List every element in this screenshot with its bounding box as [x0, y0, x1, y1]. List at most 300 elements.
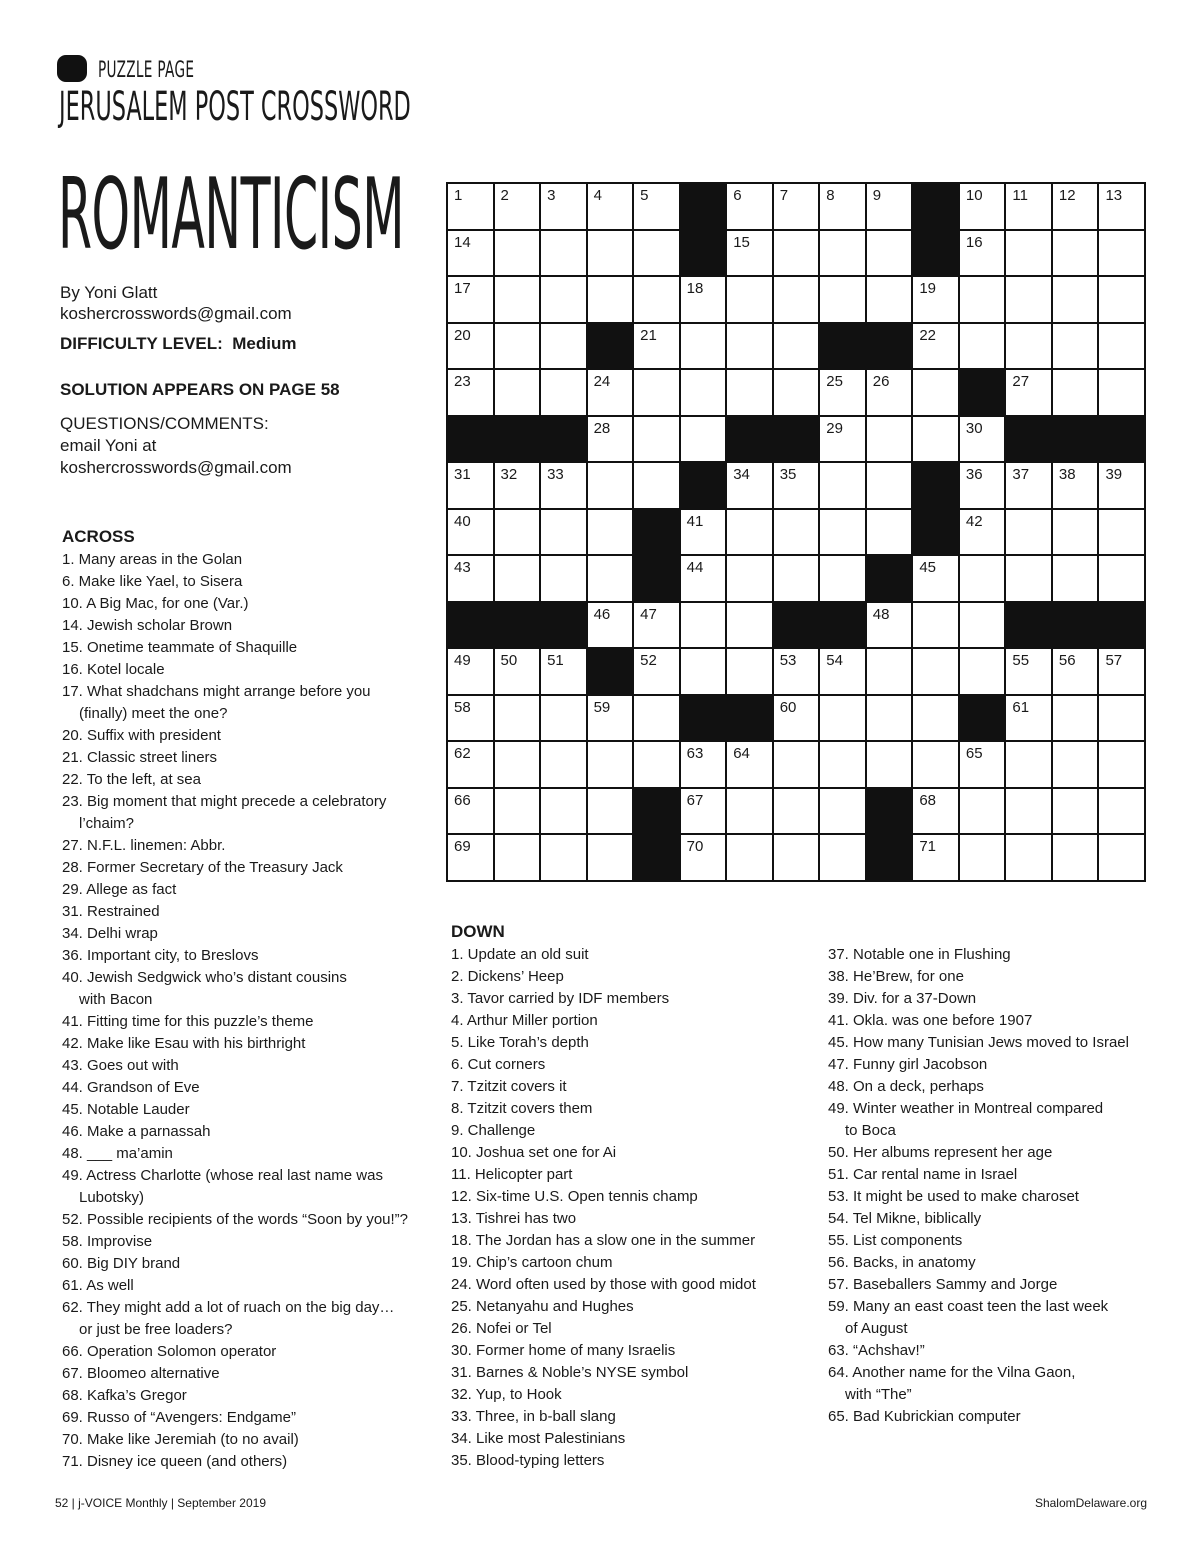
clue-text: 51. Car rental name in Israel [828, 1166, 1018, 1183]
cell-number: 26 [872, 373, 890, 391]
grid-cell[interactable] [495, 649, 540, 694]
grid-cell[interactable] [774, 370, 819, 415]
clue-item [451, 1340, 756, 1362]
grid-cell[interactable] [820, 417, 865, 462]
cell-number: 24 [593, 373, 611, 391]
grid-cell[interactable] [1099, 742, 1144, 787]
grid-cell[interactable] [960, 277, 1005, 322]
grid-cell[interactable] [634, 603, 679, 648]
grid-cell[interactable] [495, 835, 540, 880]
grid-cell[interactable] [1006, 324, 1051, 369]
cell-number: 12 [1058, 187, 1076, 204]
grid-cell[interactable] [727, 742, 772, 787]
grid-cell[interactable] [681, 649, 726, 694]
cell-number: 4 [593, 187, 602, 204]
grid-cell[interactable] [448, 696, 493, 741]
grid-cell[interactable] [1099, 649, 1144, 694]
grid-cell[interactable] [1053, 184, 1098, 229]
grid-cell[interactable] [634, 370, 679, 415]
grid-cell[interactable] [913, 789, 958, 834]
clue-text: 48. On a deck, perhaps [828, 1078, 984, 1095]
grid-cell[interactable] [774, 510, 819, 555]
cell-number: 65 [965, 745, 983, 763]
cell-number: 28 [593, 419, 611, 437]
grid-block [820, 324, 865, 369]
grid-cell[interactable] [960, 742, 1005, 787]
clue-text: 63. “Achshav!” [828, 1342, 925, 1359]
grid-block [1099, 603, 1144, 648]
clue-text: 10. A Big Mac, for one (Var.) [62, 595, 249, 612]
grid-cell[interactable] [774, 556, 819, 601]
cell-number: 40 [454, 512, 471, 530]
grid-cell[interactable] [960, 789, 1005, 834]
grid-cell[interactable] [960, 603, 1005, 648]
grid-block [1006, 603, 1051, 648]
solution-note: SOLUTION APPEARS ON PAGE 58 [60, 380, 340, 399]
grid-block [913, 510, 958, 555]
clue-item [62, 1209, 408, 1231]
grid-cell[interactable] [960, 184, 1005, 229]
grid-cell[interactable] [541, 556, 586, 601]
grid-cell[interactable] [867, 696, 912, 741]
cell-number: 51 [547, 652, 564, 670]
grid-cell[interactable] [1053, 370, 1098, 415]
grid-cell[interactable] [541, 789, 586, 834]
clue-text: 42. Make like Esau with his birthright [62, 1035, 306, 1052]
grid-cell[interactable] [774, 184, 819, 229]
grid-cell[interactable] [588, 696, 633, 741]
grid-cell[interactable] [960, 649, 1005, 694]
cell-number: 45 [919, 559, 937, 577]
grid-cell[interactable] [727, 789, 772, 834]
grid-cell[interactable] [541, 835, 586, 880]
cell-number: 64 [733, 745, 750, 763]
grid-cell[interactable] [867, 603, 912, 648]
grid-cell[interactable] [820, 742, 865, 787]
cell-number: 54 [826, 652, 843, 670]
clue-text-continued: Lubotsky) [79, 1189, 145, 1206]
grid-cell[interactable] [1099, 370, 1144, 415]
clue-text: 4. Arthur Miller portion [451, 1012, 598, 1029]
grid-cell[interactable] [495, 696, 540, 741]
grid-cell[interactable] [448, 556, 493, 601]
grid-cell[interactable] [681, 277, 726, 322]
cell-number: 43 [454, 559, 471, 577]
grid-cell[interactable] [960, 324, 1005, 369]
grid-cell[interactable] [960, 835, 1005, 880]
grid-cell[interactable] [634, 463, 679, 508]
grid-block [913, 184, 958, 229]
grid-cell[interactable] [960, 417, 1005, 462]
grid-cell[interactable] [820, 835, 865, 880]
grid-cell[interactable] [1053, 649, 1098, 694]
clue-item [451, 1098, 756, 1120]
clue-item [62, 615, 408, 637]
clue-item [828, 1164, 1129, 1186]
grid-cell[interactable] [774, 835, 819, 880]
grid-cell[interactable] [867, 463, 912, 508]
grid-cell[interactable] [1006, 742, 1051, 787]
grid-block [867, 556, 912, 601]
grid-cell[interactable] [588, 417, 633, 462]
grid-cell[interactable] [495, 556, 540, 601]
grid-cell[interactable] [1099, 463, 1144, 508]
grid-cell[interactable] [727, 231, 772, 276]
grid-cell[interactable] [588, 835, 633, 880]
grid-cell[interactable] [495, 184, 540, 229]
grid-cell[interactable] [541, 649, 586, 694]
grid-cell[interactable] [1006, 649, 1051, 694]
down-clue-list-2 [828, 944, 1129, 1428]
grid-cell[interactable] [588, 370, 633, 415]
grid-cell[interactable] [541, 742, 586, 787]
clue-text: 48. ___ ma’amin [62, 1145, 173, 1162]
grid-cell[interactable] [820, 184, 865, 229]
clue-text: 12. Six-time U.S. Open tennis champ [451, 1188, 698, 1205]
clue-item [451, 988, 756, 1010]
grid-cell[interactable] [681, 742, 726, 787]
clue-item [62, 879, 408, 901]
cell-number: 36 [965, 466, 983, 484]
grid-cell[interactable] [681, 324, 726, 369]
cell-number: 10 [965, 187, 983, 204]
grid-cell[interactable] [1006, 463, 1051, 508]
clue-item [62, 571, 408, 593]
grid-cell[interactable] [774, 463, 819, 508]
clue-item [828, 1252, 1129, 1274]
grid-cell[interactable] [913, 556, 958, 601]
clue-text: 20. Suffix with president [62, 727, 221, 744]
grid-cell[interactable] [820, 370, 865, 415]
grid-block [588, 324, 633, 369]
cell-number: 38 [1058, 466, 1076, 484]
cell-number: 32 [500, 466, 518, 484]
cell-number: 31 [454, 466, 471, 484]
grid-cell[interactable] [495, 463, 540, 508]
cell-number: 48 [872, 605, 890, 623]
clue-item [62, 1011, 408, 1033]
clue-text: 58. Improvise [62, 1233, 153, 1250]
grid-cell[interactable] [448, 324, 493, 369]
difficulty-label: DIFFICULTY LEVEL: [60, 334, 223, 353]
grid-cell[interactable] [774, 324, 819, 369]
grid-cell[interactable] [913, 370, 958, 415]
clue-text: 50. Her albums represent her age [828, 1144, 1053, 1161]
grid-cell[interactable] [1006, 696, 1051, 741]
grid-cell[interactable] [913, 277, 958, 322]
grid-cell[interactable] [913, 742, 958, 787]
grid-cell[interactable] [495, 789, 540, 834]
grid-cell[interactable] [541, 277, 586, 322]
grid-cell[interactable] [774, 789, 819, 834]
grid-cell[interactable] [448, 370, 493, 415]
clue-text: 53. It might be used to make charoset [828, 1188, 1079, 1205]
grid-cell[interactable] [727, 835, 772, 880]
clue-text: 9. Challenge [451, 1122, 536, 1139]
grid-cell[interactable] [1006, 789, 1051, 834]
clue-text: 68. Kafka’s Gregor [62, 1387, 187, 1404]
grid-cell[interactable] [774, 696, 819, 741]
grid-cell[interactable] [1053, 231, 1098, 276]
byline-email: koshercrosswords@gmail.com [60, 304, 292, 323]
cell-number: 50 [500, 652, 518, 670]
grid-cell[interactable] [820, 463, 865, 508]
clue-text: 1. Many areas in the Golan [62, 551, 243, 568]
grid-cell[interactable] [541, 510, 586, 555]
clue-item [62, 945, 408, 967]
cell-number: 8 [826, 187, 835, 204]
down-heading: DOWN [451, 922, 505, 941]
clue-text-continued: (finally) meet the one? [79, 705, 228, 722]
clue-text: 64. Another name for the Vilna Gaon, [828, 1364, 1076, 1381]
cell-number: 29 [826, 419, 843, 437]
grid-cell[interactable] [960, 556, 1005, 601]
grid-cell[interactable] [727, 649, 772, 694]
grid-cell[interactable] [495, 231, 540, 276]
grid-cell[interactable] [960, 231, 1005, 276]
grid-cell[interactable] [913, 417, 958, 462]
grid-cell[interactable] [541, 231, 586, 276]
grid-cell[interactable] [1053, 463, 1098, 508]
grid-cell[interactable] [448, 463, 493, 508]
grid-cell[interactable] [634, 324, 679, 369]
clue-item [451, 1076, 756, 1098]
grid-cell[interactable] [1099, 556, 1144, 601]
grid-cell[interactable] [495, 277, 540, 322]
grid-cell[interactable] [727, 277, 772, 322]
clue-item [62, 1429, 408, 1451]
grid-cell[interactable] [1053, 277, 1098, 322]
grid-cell[interactable] [448, 510, 493, 555]
grid-cell[interactable] [1006, 370, 1051, 415]
grid-cell[interactable] [1099, 696, 1144, 741]
grid-cell[interactable] [867, 370, 912, 415]
grid-cell[interactable] [1053, 742, 1098, 787]
grid-cell[interactable] [867, 231, 912, 276]
grid-cell[interactable] [448, 649, 493, 694]
grid-cell[interactable] [1006, 184, 1051, 229]
grid-cell[interactable] [1006, 556, 1051, 601]
grid-cell[interactable] [588, 603, 633, 648]
grid-cell[interactable] [1053, 789, 1098, 834]
grid-cell[interactable] [1006, 277, 1051, 322]
grid-cell[interactable] [541, 324, 586, 369]
grid-cell[interactable] [1053, 510, 1098, 555]
grid-cell[interactable] [1099, 324, 1144, 369]
grid-cell[interactable] [588, 231, 633, 276]
clue-item [62, 769, 408, 791]
cell-number: 69 [454, 838, 471, 856]
cell-number: 63 [686, 745, 704, 763]
grid-cell[interactable] [774, 231, 819, 276]
grid-cell[interactable] [820, 556, 865, 601]
grid-block [774, 603, 819, 648]
grid-cell[interactable] [1099, 789, 1144, 834]
grid-cell[interactable] [1006, 510, 1051, 555]
grid-cell[interactable] [820, 789, 865, 834]
grid-cell[interactable] [820, 696, 865, 741]
across-clue-list [62, 549, 408, 1473]
cell-number: 2 [500, 187, 509, 204]
grid-block [681, 231, 726, 276]
clue-item [451, 1164, 756, 1186]
grid-cell[interactable] [913, 649, 958, 694]
grid-cell[interactable] [820, 649, 865, 694]
grid-cell[interactable] [495, 510, 540, 555]
grid-cell[interactable] [960, 510, 1005, 555]
grid-cell[interactable] [867, 417, 912, 462]
grid-cell[interactable] [820, 277, 865, 322]
grid-cell[interactable] [774, 649, 819, 694]
grid-cell[interactable] [634, 649, 679, 694]
clue-item [451, 1406, 756, 1428]
grid-cell[interactable] [1099, 231, 1144, 276]
grid-cell[interactable] [1053, 324, 1098, 369]
grid-cell[interactable] [727, 324, 772, 369]
grid-cell[interactable] [913, 696, 958, 741]
clue-text: 16. Kotel locale [62, 661, 165, 678]
clue-text: 45. Notable Lauder [62, 1101, 190, 1118]
grid-cell[interactable] [495, 324, 540, 369]
grid-cell[interactable] [588, 556, 633, 601]
grid-cell[interactable] [913, 835, 958, 880]
grid-cell[interactable] [1099, 184, 1144, 229]
clue-text: 37. Notable one in Flushing [828, 946, 1011, 963]
clue-item [451, 1318, 756, 1340]
grid-cell[interactable] [448, 184, 493, 229]
grid-cell[interactable] [681, 603, 726, 648]
grid-cell[interactable] [727, 370, 772, 415]
across-heading: ACROSS [62, 527, 135, 546]
grid-cell[interactable] [820, 510, 865, 555]
grid-cell[interactable] [495, 742, 540, 787]
grid-cell[interactable] [588, 184, 633, 229]
clue-text: 54. Tel Mikne, biblically [828, 1210, 982, 1227]
clue-text: 8. Tzitzit covers them [451, 1100, 593, 1117]
grid-cell[interactable] [867, 277, 912, 322]
cell-number: 23 [454, 373, 471, 391]
cell-number: 46 [593, 605, 611, 623]
grid-cell[interactable] [448, 742, 493, 787]
cell-number: 59 [593, 698, 611, 716]
grid-cell[interactable] [867, 742, 912, 787]
grid-cell[interactable] [1099, 510, 1144, 555]
cell-number: 5 [640, 187, 649, 204]
grid-cell[interactable] [448, 789, 493, 834]
grid-cell[interactable] [1099, 277, 1144, 322]
grid-cell[interactable] [588, 742, 633, 787]
grid-cell[interactable] [634, 417, 679, 462]
clue-item [451, 1296, 756, 1318]
clue-text: 21. Classic street liners [62, 749, 218, 766]
grid-cell[interactable] [448, 835, 493, 880]
clue-item [451, 944, 756, 966]
grid-cell[interactable] [588, 463, 633, 508]
grid-cell[interactable] [774, 742, 819, 787]
grid-cell[interactable] [1053, 556, 1098, 601]
grid-cell[interactable] [820, 231, 865, 276]
grid-cell[interactable] [913, 324, 958, 369]
clue-text-continued: with “The” [845, 1386, 912, 1403]
grid-cell[interactable] [634, 696, 679, 741]
clue-item [451, 1186, 756, 1208]
grid-cell[interactable] [774, 277, 819, 322]
grid-cell[interactable] [681, 417, 726, 462]
grid-cell[interactable] [681, 370, 726, 415]
cell-number: 30 [965, 419, 983, 437]
grid-cell[interactable] [867, 184, 912, 229]
grid-cell[interactable] [495, 370, 540, 415]
clue-item [62, 681, 408, 725]
questions-email: koshercrosswords@gmail.com [60, 458, 292, 477]
grid-cell[interactable] [588, 789, 633, 834]
clue-text: 7. Tzitzit covers it [451, 1078, 567, 1095]
grid-cell[interactable] [727, 463, 772, 508]
grid-cell[interactable] [960, 463, 1005, 508]
clue-text: 6. Make like Yael, to Sisera [62, 573, 243, 590]
grid-cell[interactable] [913, 603, 958, 648]
grid-block [634, 510, 679, 555]
grid-cell[interactable] [541, 370, 586, 415]
grid-cell[interactable] [727, 510, 772, 555]
grid-cell[interactable] [681, 789, 726, 834]
grid-block [1053, 603, 1098, 648]
grid-cell[interactable] [541, 463, 586, 508]
clue-item [62, 901, 408, 923]
grid-cell[interactable] [634, 184, 679, 229]
clue-text: 11. Helicopter part [451, 1166, 573, 1183]
grid-cell[interactable] [727, 603, 772, 648]
clue-item [62, 593, 408, 615]
clue-item [62, 1099, 408, 1121]
grid-cell[interactable] [634, 231, 679, 276]
grid-cell[interactable] [727, 556, 772, 601]
grid-cell[interactable] [1053, 835, 1098, 880]
grid-cell[interactable] [541, 184, 586, 229]
grid-cell[interactable] [727, 184, 772, 229]
cell-number: 22 [919, 326, 937, 344]
questions-label: QUESTIONS/COMMENTS: [60, 414, 269, 433]
grid-block [634, 556, 679, 601]
grid-cell[interactable] [1006, 835, 1051, 880]
clue-item [62, 1275, 408, 1297]
clue-item [828, 1274, 1129, 1296]
clue-text-continued: with Bacon [79, 991, 153, 1008]
clue-text: 45. How many Tunisian Jews moved to Israel [828, 1034, 1129, 1051]
grid-cell[interactable] [448, 231, 493, 276]
grid-cell[interactable] [1006, 231, 1051, 276]
grid-cell[interactable] [867, 510, 912, 555]
grid-cell[interactable] [1053, 696, 1098, 741]
grid-cell[interactable] [588, 510, 633, 555]
grid-cell[interactable] [681, 835, 726, 880]
grid-cell[interactable] [634, 742, 679, 787]
grid-cell[interactable] [681, 510, 726, 555]
clue-text: 41. Okla. was one before 1907 [828, 1012, 1033, 1029]
grid-cell[interactable] [634, 277, 679, 322]
grid-cell[interactable] [681, 556, 726, 601]
clue-text: 65. Bad Kubrickian computer [828, 1408, 1021, 1425]
clue-text: 49. Winter weather in Montreal compared [828, 1100, 1104, 1117]
grid-block [541, 603, 586, 648]
grid-cell[interactable] [867, 649, 912, 694]
grid-cell[interactable] [1099, 835, 1144, 880]
grid-cell[interactable] [448, 277, 493, 322]
grid-block [448, 603, 493, 648]
grid-cell[interactable] [588, 277, 633, 322]
grid-cell[interactable] [541, 696, 586, 741]
clue-text: 2. Dickens’ Heep [451, 968, 564, 985]
